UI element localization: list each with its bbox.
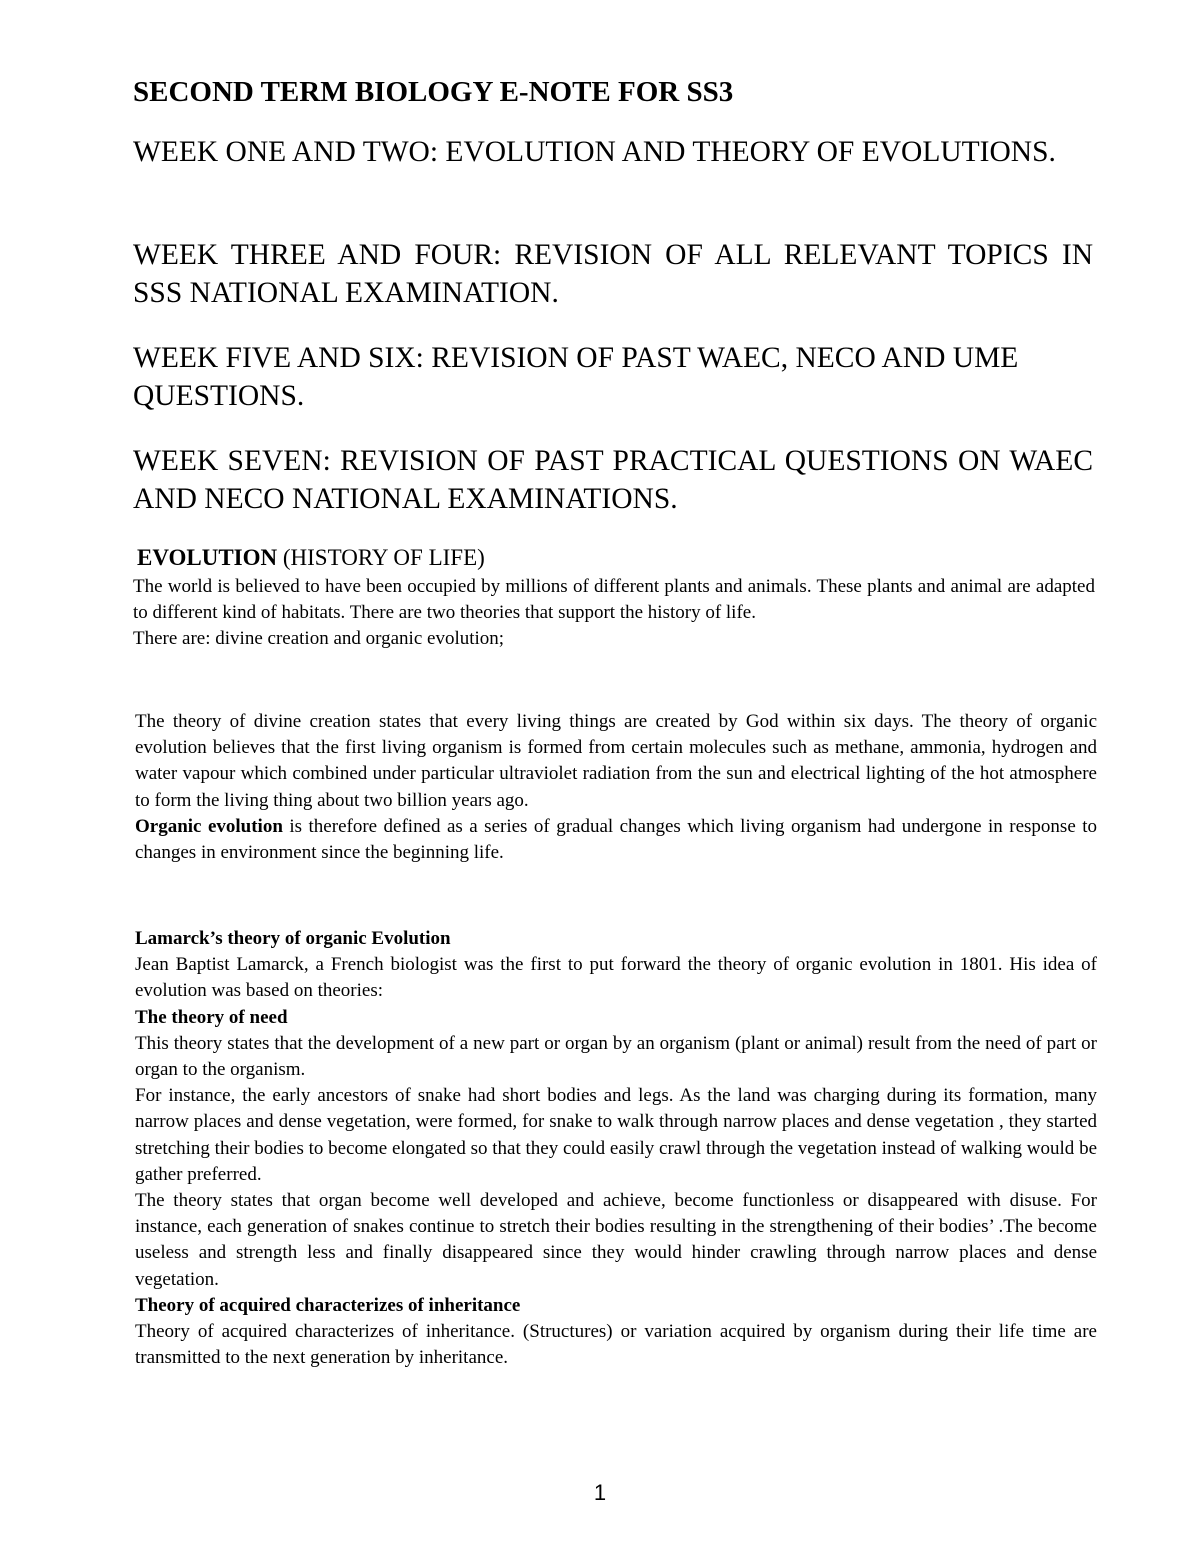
evolution-intro (133, 574, 1095, 653)
creation-section (135, 709, 1097, 866)
organic-evolution-definition (135, 814, 1097, 866)
lamarck-heading: Lamarck’s theory of organic Evolution (135, 928, 451, 949)
page-number: 1 (593, 1480, 607, 1505)
evolution-heading-rest: (HISTORY OF LIFE) (277, 545, 485, 570)
evolution-para-1: The world is believed to have been occupied by millions of different plants and animals. These plants and animal are adapted to different kind of habitats. There are two theories that support the history of life. (133, 576, 1095, 624)
need-para-1: This theory states that the development of a new part or organ by an organism (plant or animal) result from the need of part or organ to the organism. (135, 1032, 1097, 1081)
week-seven: WEEK SEVEN: REVISION OF PAST PRACTICAL QUESTIONS ON WAEC AND NECO NATIONAL EXAMINATIONS. (133, 445, 1093, 515)
lamarck-intro: Jean Baptist Lamarck, a French biologist was the first to put forward the theory of organic evolution in 1801. His idea of evolution was based on theories: (135, 954, 1097, 1002)
week-one-two: WEEK ONE AND TWO: EVOLUTION AND THEORY OF EVOLUTIONS. (133, 136, 1056, 168)
creation-para: The theory of divine creation states that every living things are created by God within six days. The theory of organic evolution believes that the first living organism is formed from certain molecules such as methane, ammonia, hydrogen and water vapour which combined under particular ultraviolet radiation from the sun and electrical lighting of the hot atmosphere to form the living thing about two billion years ago. (135, 711, 1097, 811)
definition-term: Organic evolution (135, 815, 283, 837)
acquired-characters-heading: Theory of acquired characterizes of inheritance (135, 1294, 521, 1316)
definition-text: is therefore defined as a series of gradual changes which living organism had undergone in response to changes in environment since the beginning life. (135, 815, 1097, 864)
evolution-heading-bold: EVOLUTION (137, 545, 278, 570)
evolution-para-2: There are: divine creation and organic evolution; (133, 628, 505, 650)
acquired-characters-para: Theory of acquired characterizes of inheritance. (Structures) or variation acquired by organism during their life time are transmitted to the next generation by inheritance. (135, 1321, 1097, 1369)
evolution-heading (137, 543, 485, 573)
need-para-2: For instance, the early ancestors of snake had short bodies and legs. As the land was charging during its formation, many narrow places and dense vegetation, were formed, for snake to walk through narrow places and dense vegetation , they started stretching their bodies to become elongated so that they could easily crawl through the vegetation instead of walking would be gather preferred. (135, 1085, 1097, 1185)
theory-of-need-heading: The theory of need (135, 1006, 288, 1028)
document-title: SECOND TERM BIOLOGY E-NOTE FOR SS3 (133, 76, 734, 108)
need-para-3: The theory states that organ become well developed and achieve, become functionless or disappeared with disuse. For instance, each generation of snakes continue to stretch their bodies resulting in the strengthening of their bodies’ .The become useless and strength less and finally disappeared since they would hinder crawling through narrow places and dense vegetation. (135, 1190, 1097, 1290)
week-five-six: WEEK FIVE AND SIX: REVISION OF PAST WAEC, NECO AND UME QUESTIONS. (133, 342, 1019, 412)
week-three-four: WEEK THREE AND FOUR: REVISION OF ALL RELEVANT TOPICS IN SSS NATIONAL EXAMINATION. (133, 239, 1093, 309)
lamarck-section (135, 926, 1097, 1371)
